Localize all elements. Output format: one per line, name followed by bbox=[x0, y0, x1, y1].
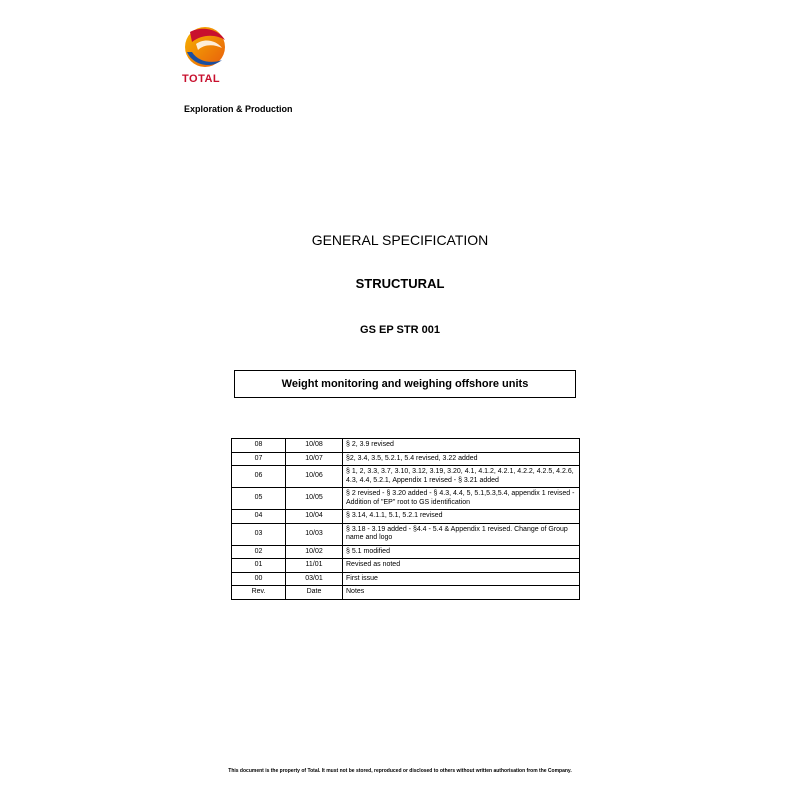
date-cell: 03/01 bbox=[286, 572, 343, 586]
table-row bbox=[232, 452, 580, 466]
table-row bbox=[232, 510, 580, 524]
notes-cell: § 5.1 modified bbox=[343, 545, 580, 559]
table-row bbox=[232, 488, 580, 510]
date-cell: 10/02 bbox=[286, 545, 343, 559]
rev-cell: 07 bbox=[232, 452, 286, 466]
confidentiality-footer: This document is the property of Total. It must not be stored, reproduced or disclosed to others without written authorisation from the Company. bbox=[228, 768, 572, 774]
subject-text: Weight monitoring and weighing offshore units bbox=[281, 378, 529, 390]
discipline-title: STRUCTURAL bbox=[355, 276, 445, 291]
date-cell: 10/05 bbox=[286, 488, 343, 510]
rev-cell: 03 bbox=[232, 523, 286, 545]
date-cell: 10/03 bbox=[286, 523, 343, 545]
notes-cell: § 2, 3.9 revised bbox=[343, 439, 580, 453]
table-row bbox=[232, 466, 580, 488]
table-row bbox=[232, 439, 580, 453]
division-name: Exploration & Production bbox=[184, 104, 293, 114]
rev-cell: 02 bbox=[232, 545, 286, 559]
document-code: GS EP STR 001 bbox=[360, 324, 440, 336]
document-type: GENERAL SPECIFICATION bbox=[311, 232, 489, 248]
date-header: Date bbox=[286, 586, 343, 600]
rev-cell: 00 bbox=[232, 572, 286, 586]
date-cell: 10/04 bbox=[286, 510, 343, 524]
rev-cell: 04 bbox=[232, 510, 286, 524]
date-cell: 10/07 bbox=[286, 452, 343, 466]
notes-cell: § 3.14, 4.1.1, 5.1, 5.2.1 revised bbox=[343, 510, 580, 524]
rev-cell: 06 bbox=[232, 466, 286, 488]
company-name: TOTAL bbox=[182, 73, 221, 85]
notes-header: Notes bbox=[343, 586, 580, 600]
notes-cell: Revised as noted bbox=[343, 559, 580, 573]
rev-header: Rev. bbox=[232, 586, 286, 600]
document-subject bbox=[234, 370, 576, 398]
notes-cell: § 1, 2, 3.3, 3.7, 3.10, 3.12, 3.19, 3.20, 4.1, 4.1.2, 4.2.1, 4.2.2, 4.2.5, 4.2.6, 4.3, 4.4, 5.2.1, Appendix 1 revised - § 3.21 added bbox=[343, 466, 580, 488]
rev-cell: 01 bbox=[232, 559, 286, 573]
notes-cell: § 3.18 - 3.19 added - §4.4 - 5.4 & Appendix 1 revised. Change of Group name and logo bbox=[343, 523, 580, 545]
notes-cell: § 2 revised - § 3.20 added - § 4.3, 4.4, 5, 5.1,5.3,5.4, appendix 1 revised - Addition of "EP" root to GS identification bbox=[343, 488, 580, 510]
table-row bbox=[232, 572, 580, 586]
rev-cell: 05 bbox=[232, 488, 286, 510]
table-row bbox=[232, 545, 580, 559]
table-header-row bbox=[232, 586, 580, 600]
table-row bbox=[232, 523, 580, 545]
rev-cell: 08 bbox=[232, 439, 286, 453]
revision-table bbox=[231, 438, 580, 600]
table-row bbox=[232, 559, 580, 573]
notes-cell: §2, 3.4, 3.5, 5.2.1, 5.4 revised, 3.22 added bbox=[343, 452, 580, 466]
date-cell: 10/06 bbox=[286, 466, 343, 488]
notes-cell: First issue bbox=[343, 572, 580, 586]
date-cell: 11/01 bbox=[286, 559, 343, 573]
date-cell: 10/08 bbox=[286, 439, 343, 453]
